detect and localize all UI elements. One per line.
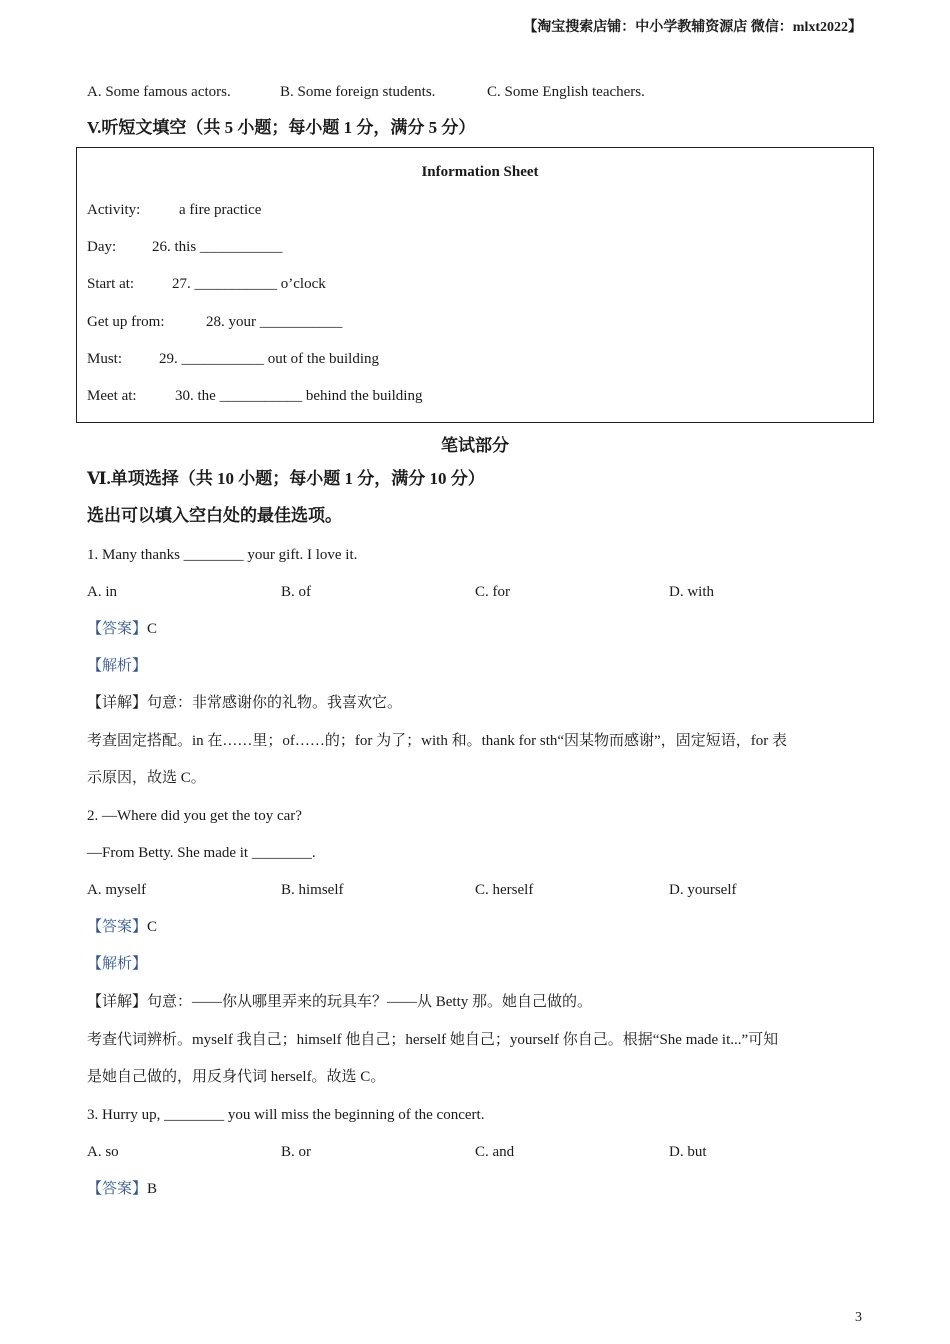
section-6-instruction: 选出可以填入空白处的最佳选项。 <box>87 506 342 525</box>
q1-option-b: B. of <box>281 584 311 600</box>
q2-stem-line-2: —From Betty. She made it ________. <box>87 845 316 861</box>
answer-value: C <box>147 621 158 637</box>
sheet-row-label: Day: <box>87 239 117 255</box>
written-part-heading: 笔试部分 <box>441 436 509 455</box>
q3-option-a: A. so <box>87 1144 119 1160</box>
q1-analysis-tag: 【解析】 <box>87 658 148 674</box>
prev-option-c: C. Some English teachers. <box>487 84 645 100</box>
information-sheet-title: Information Sheet <box>421 164 539 180</box>
answer-value: B <box>147 1181 158 1197</box>
prev-option-a: A. Some famous actors. <box>87 84 231 100</box>
section-6-title: Ⅵ.单项选择（共 10 小题；每小题 1 分，满分 10 分） <box>87 469 485 488</box>
answer-value: C <box>147 919 158 935</box>
q2-option-a: A. myself <box>87 882 147 898</box>
q2-option-d: D. yourself <box>669 882 737 898</box>
answer-tag: 【答案】 <box>87 621 148 637</box>
q3-option-c: C. and <box>475 1144 515 1160</box>
page-number: 3 <box>855 1310 862 1325</box>
q1-option-d: D. with <box>669 584 714 600</box>
sheet-row <box>87 314 342 331</box>
sheet-row-label: Start at: <box>87 276 135 292</box>
sheet-row-label: Must: <box>87 351 123 367</box>
sheet-row-value: 27. ___________ o’clock <box>172 276 326 292</box>
sheet-row <box>87 239 282 256</box>
q3-answer <box>87 1179 157 1199</box>
sheet-row-value: 28. your ___________ <box>206 314 343 330</box>
q2-answer <box>87 917 157 937</box>
q2-stem-line-1: 2. —Where did you get the toy car? <box>87 808 302 824</box>
sheet-row-value: a fire practice <box>179 202 262 218</box>
q2-option-b: B. himself <box>281 882 344 898</box>
q1-stem: 1. Many thanks ________ your gift. I love it. <box>87 547 358 563</box>
q3-option-d: D. but <box>669 1144 707 1160</box>
q1-explanation-line-1: 考查固定搭配。in 在……里；of……的；for 为了；with 和。thank for sth“因某物而感谢”，固定短语，for 表 <box>87 733 787 749</box>
q1-explanation-line-2: 示原因，故选 C。 <box>87 770 206 786</box>
answer-tag: 【答案】 <box>87 1181 148 1197</box>
q1-option-a: A. in <box>87 584 117 600</box>
sheet-row <box>87 351 379 368</box>
q2-option-c: C. herself <box>475 882 534 898</box>
sheet-row-label: Activity: <box>87 202 141 218</box>
q2-detail: 【详解】句意：——你从哪里弄来的玩具车？——从 Betty 那。她自己做的。 <box>87 994 593 1010</box>
sheet-row <box>87 276 326 293</box>
q1-detail: 【详解】句意：非常感谢你的礼物。我喜欢它。 <box>87 695 403 711</box>
sheet-row-value: 30. the ___________ behind the building <box>175 388 423 404</box>
q2-explanation-line-1: 考查代词辨析。myself 我自己；himself 他自己；herself 她自己；yourself 你自己。根据“She made it...”可知 <box>87 1032 779 1048</box>
prev-option-b: B. Some foreign students. <box>280 84 436 100</box>
q2-explanation-line-2: 是她自己做的，用反身代词 herself。故选 C。 <box>87 1069 386 1085</box>
sheet-row-value: 29. ___________ out of the building <box>159 351 379 367</box>
information-sheet-table <box>76 147 874 423</box>
sheet-row-label: Get up from: <box>87 314 165 330</box>
section-5-title: V.听短文填空（共 5 小题；每小题 1 分，满分 5 分） <box>87 118 476 137</box>
answer-tag: 【答案】 <box>87 919 148 935</box>
q1-answer <box>87 619 157 639</box>
sheet-row <box>87 388 422 405</box>
sheet-row-value: 26. this ___________ <box>152 239 283 255</box>
sheet-row-label: Meet at: <box>87 388 137 404</box>
q3-stem: 3. Hurry up, ________ you will miss the beginning of the concert. <box>87 1107 485 1123</box>
q3-option-b: B. or <box>281 1144 311 1160</box>
sheet-row <box>87 202 261 219</box>
q2-analysis-tag: 【解析】 <box>87 956 148 972</box>
page-header: 【淘宝搜索店铺：中小学教辅资源店 微信：mlxt2022】 <box>523 20 862 35</box>
q1-option-c: C. for <box>475 584 510 600</box>
